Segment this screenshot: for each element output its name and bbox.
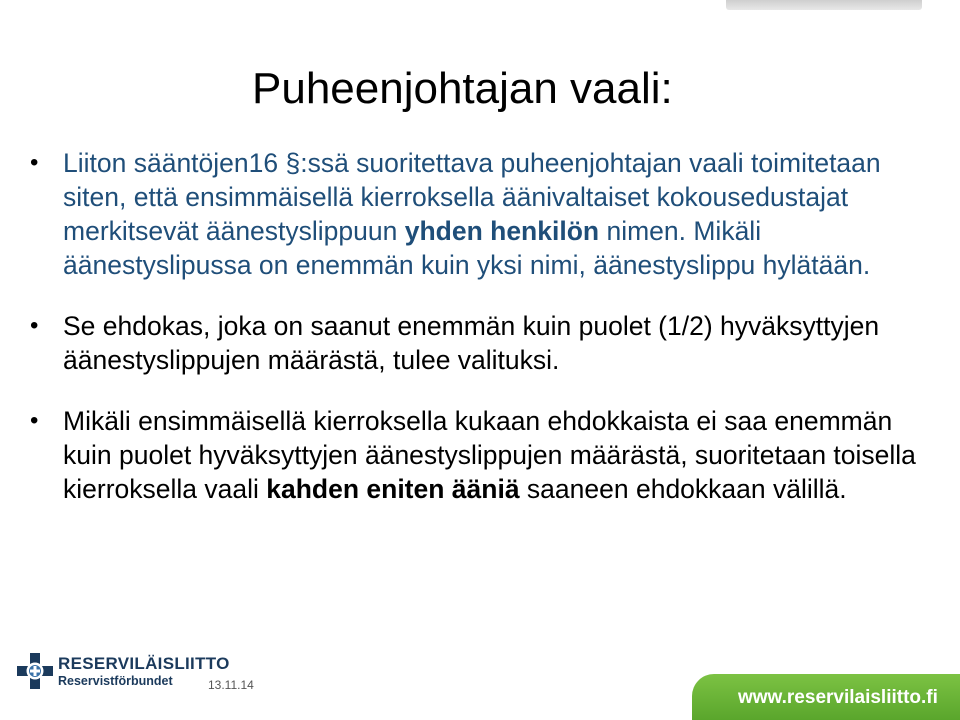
bullet-3-bold: kahden eniten ääniä [266,474,520,504]
bullet-1-text-a: Liiton sääntöjen16 §:ssä suoritettava puheenjohtajan vaali toimitetaan siten, että ensimmäisellä kierroksella äänivaltaiset kokousedustajat merkitsevät äänestyslippuun [63,148,881,246]
bullet-item-2 [30,309,930,377]
slide-title: Puheenjohtajan vaali: [252,64,673,113]
bullet-3-text-b: saaneen ehdokkaan välillä. [519,474,847,504]
organization-logo [16,652,230,694]
footer-url-banner [692,674,960,720]
bullet-3-text-a: Mikäli ensimmäisellä kierroksella kukaan ehdokkaista ei saa enemmän kuin puolet hyväksyttyjen äänestyslippujen määrästä, suoritetaan toisella kierroksella vaali [63,406,916,504]
bullet-list [30,146,930,506]
bullet-2-text: Se ehdokas, joka on saanut enemmän kuin puolet (1/2) hyväksyttyjen äänestyslippujen määrästä, tulee valituksi. [63,311,880,375]
bullet-1-bold: yhden henkilön [404,216,600,246]
logo-org-subname: Reservistförbundet [58,674,173,688]
bullet-1-text-b: nimen. Mikäli äänestyslipussa on enemmän kuin yksi nimi, äänestyslippu hylätään. [63,216,871,280]
logo-org-name: RESERVILÄISLIITTO [58,654,230,673]
slide-date: 13.11.14 [208,678,254,692]
logo-cross-icon [16,652,54,690]
website-link[interactable]: www.reservilaisliitto.fi [738,687,938,708]
top-decoration-bar [726,0,922,10]
bullet-item-1 [30,146,930,282]
bullet-item-3 [30,404,930,506]
